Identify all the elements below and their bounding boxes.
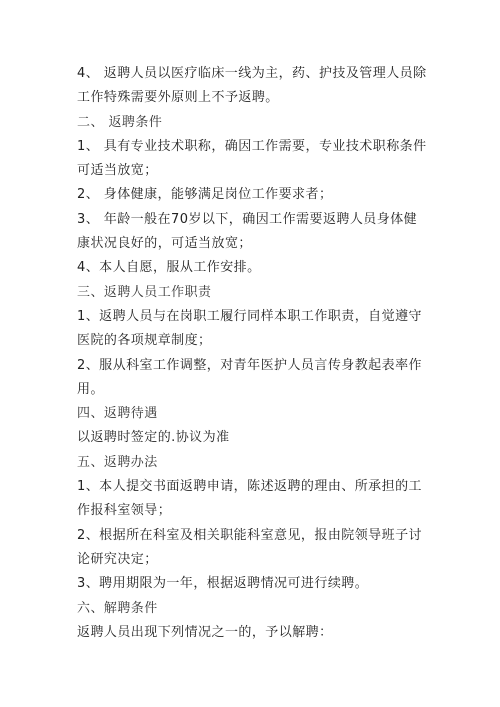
document-body (77, 62, 437, 645)
text-line: 2、 身体健康，能够满足岗位工作要求者； (77, 187, 333, 203)
text-line: 2、服从科室工作调整，对青年医护人员言传身教起表率作 (77, 357, 422, 373)
text-line: 4、 返聘人员以医疗临床一线为主，药、护技及管理人员除 (77, 66, 427, 81)
text-line: 可适当放宽； (77, 163, 158, 179)
text-line: 3、 年龄一般在70岁以下，确因工作需要返聘人员身体健 (77, 211, 418, 227)
text-line: 返聘人员出现下列情况之一的，予以解聘： (77, 624, 333, 640)
section-heading: 四、返聘待遇 (77, 406, 158, 422)
text-line: 2、根据所在科室及相关职能科室意见，报由院领导班子讨 (77, 527, 422, 543)
text-line: 医院的各项规章制度； (77, 333, 212, 349)
text-line: 工作特殊需要外原则上不予返聘。 (77, 90, 279, 106)
section-heading: 二、 返聘条件 (77, 114, 163, 130)
section-heading: 五、返聘办法 (77, 454, 158, 470)
text-line: 论研究决定； (77, 551, 158, 567)
text-line: 用。 (77, 381, 104, 397)
section-heading: 三、返聘人员工作职责 (77, 284, 212, 300)
text-line: 1、 具有专业技术职称，确因工作需要，专业技术职称条件 (77, 138, 427, 154)
text-line: 作报科室领导； (77, 503, 172, 519)
text-line: 4、本人自愿，服从工作安排。 (77, 260, 261, 276)
section-heading: 六、解聘条件 (77, 600, 158, 616)
text-line: 以返聘时签定的.协议为准 (77, 430, 230, 446)
text-line: 1、返聘人员与在岗职工履行同样本职工作职责，自觉遵守 (77, 308, 422, 324)
text-line: 康状况良好的，可适当放宽； (77, 236, 252, 252)
text-line: 1、本人提交书面返聘申请，陈述返聘的理由、所承担的工 (77, 479, 422, 495)
text-line: 3、聘用期限为一年，根据返聘情况可进行续聘。 (77, 576, 369, 592)
